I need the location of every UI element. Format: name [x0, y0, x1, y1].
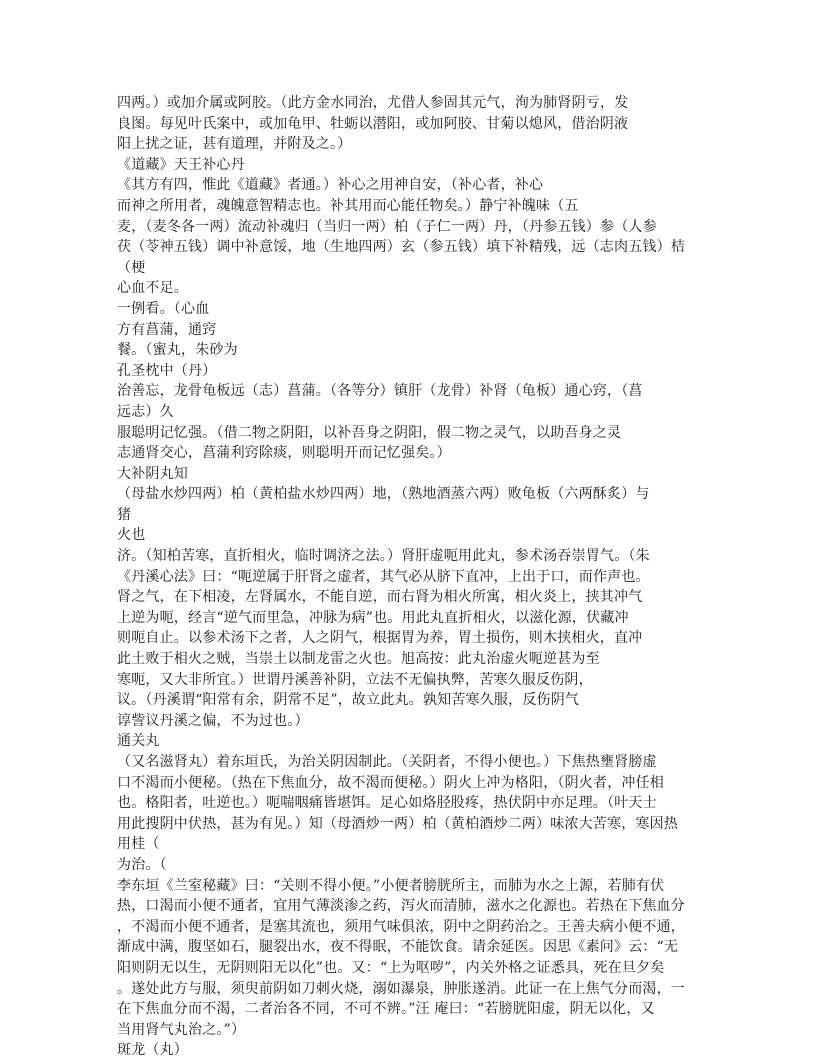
- text-line: 餐。（蜜丸，朱砂为: [117, 342, 238, 359]
- text-line: 阳则阴无以生，无阴则阳无以化”也。又：“上为呕哕”，内关外格之证悉具，死在旦夕矣: [117, 959, 665, 976]
- text-line: 猪: [117, 506, 132, 523]
- text-line: 服聪明记忆强。（借二物之阴阳，以补吾身之阴阳，假二物之灵气，以助吾身之灵: [117, 424, 622, 441]
- text-line: 寒呃，又大非所宜。）世谓丹溪善补阴，立法不无偏执弊，苦寒久服反伤阴，: [117, 671, 593, 688]
- text-line: 阳上扰之证，甚有道理，并附及之。）: [117, 136, 352, 153]
- text-line: 远志）久: [117, 403, 174, 420]
- text-line: 口不渴而小便秘。（热在下焦血分，故不渴而便秘。）阴火上冲为格阳，（阴火者，冲任相: [117, 774, 664, 791]
- document-page: [117, 93, 737, 1061]
- text-line: 良图。每见叶氏案中，或加龟甲、牡蛎以潜阳，或加阿胶、甘菊以熄风，借治阴液: [117, 115, 629, 132]
- text-line: 用此搜阴中伏热，甚为有见。）知（母酒炒一两）柏（黄柏酒炒二两）味浓大苦寒，寒因热: [117, 815, 678, 832]
- text-line: 上逆为呃，经言“逆气而里急，冲脉为病”也。用此丸直折相火，以滋化源，伏藏冲: [117, 609, 629, 626]
- section-heading: 孔圣枕中（丹）: [117, 362, 217, 379]
- text-line: 治善忘，龙骨龟板远（志）菖蒲。（各等分）镇肝（龙骨）补肾（龟板）通心窍，（菖: [117, 383, 643, 400]
- text-line: 一例看。（心血: [117, 300, 210, 317]
- text-line: 心血不足。: [117, 280, 188, 297]
- text-line: ，不渴而小便不通者，是塞其流也，须用气味俱浓，阴中之阴药治之。王善夫病小便不通，: [117, 918, 685, 935]
- text-line: 在下焦血分而不渴，二者治各不同，不可不辨。”汪 庵曰：“若膀胱阳虚，阴无以化，又: [117, 1001, 655, 1018]
- text-line: 热，口渴而小便不通者，宜用气薄淡渗之药，泻火而清肺，滋水之化源也。若热在下焦血分: [117, 898, 685, 915]
- text-line: 《其方有四，惟此《道藏》者通。）补心之用神自安，（补心者，补心: [117, 177, 544, 194]
- text-line: 麦，（麦冬各一两）流动补魂归（当归一两）柏（子仁一两）丹，（丹参五钱）参（人参: [117, 218, 657, 235]
- text-line: 谆訾议丹溪之偏，不为过也。）: [117, 712, 309, 729]
- text-line: （梗: [117, 259, 146, 276]
- section-heading: 《道藏》天王补心丹: [117, 156, 245, 173]
- text-line: 当用肾气丸治之。”）: [117, 1021, 246, 1038]
- text-line: 方有菖蒲，通窍: [117, 321, 217, 338]
- section-heading: 斑龙（丸）: [117, 1042, 188, 1059]
- text-line: 而神之所用者，魂魄意智精志也。补其用而心能任物矣。）静宁补魄味（五: [117, 197, 579, 214]
- text-line: 。遂处此方与服，须臾前阴如刀刺火烧，溺如瀑泉，肿胀遂消。此证一在上焦气分而渴，一: [117, 980, 685, 997]
- text-line: 济。（知柏苦寒，直折相火，临时调济之法。）肾肝虚呃用此丸，参术汤吞崇胃气。（朱: [117, 548, 650, 565]
- text-line: 《丹溪心法》曰：“呃逆属于肝肾之虚者，其气必从脐下直冲，上出于口，而作声也。: [117, 568, 650, 585]
- text-line: 渐成中满，腹坚如石，腿裂出水，夜不得眠，不能饮食。请余延医。因思《素问》云：“无: [117, 939, 679, 956]
- text-line: 议。（丹溪谓“阳常有余，阴常不足”，故立此丸。孰知苦寒久服，反伤阴气: [117, 692, 580, 709]
- text-line: 志通肾交心，菖蒲利窍除痰，则聪明开而记忆强矣。）: [117, 445, 451, 462]
- text-line: （母盐水炒四两）柏（黄柏盐水炒四两）地，（熟地酒蒸六两）败龟板（六两酥炙）与: [117, 486, 650, 503]
- text-line: 为治。（: [117, 856, 167, 873]
- text-line: 四两。）或加介属或阿胶。（此方金水同治，尤借人参固其元气，洵为肺肾阴亏，发: [117, 95, 629, 111]
- text-line: （又名滋肾丸）着东垣氏，为治关阴因制此。（关阴者，不得小便也。）下焦热壅肾膀虚: [117, 754, 657, 770]
- text-line: 此土败于相火之贼，当崇土以制龙雷之火也。旭高按：此丸治虚火呃逆甚为至: [117, 651, 600, 668]
- text-line: 肾之气，在下相凌，左肾属水，不能自逆，而右肾为相火所寓，相火炎上，挟其冲气: [117, 589, 643, 606]
- text-line: 用桂（: [117, 836, 160, 853]
- text-line: 也。格阳者，吐逆也。）呃喘咽痛皆堪饵。足心如烙胫股疼，热伏阴中亦足理。（叶天士: [117, 795, 657, 812]
- text-line: 李东垣《兰室秘藏》曰：“关则不得小便。”小便者膀胱所主，而肺为水之上源，若肺有伏: [117, 877, 665, 894]
- section-heading: 大补阴丸知: [117, 465, 188, 482]
- text-line: 火也: [117, 527, 146, 544]
- text-line: 茯（苓神五钱）调中补意馁，地（生地四两）玄（参五钱）填下补精残，远（志肉五钱）桔: [117, 239, 685, 256]
- text-line: 则呃自止。以参术汤下之者，人之阴气，根据胃为养，胃土损伤，则木挟相火，直冲: [117, 630, 643, 647]
- section-heading: 通关丸: [117, 733, 160, 750]
